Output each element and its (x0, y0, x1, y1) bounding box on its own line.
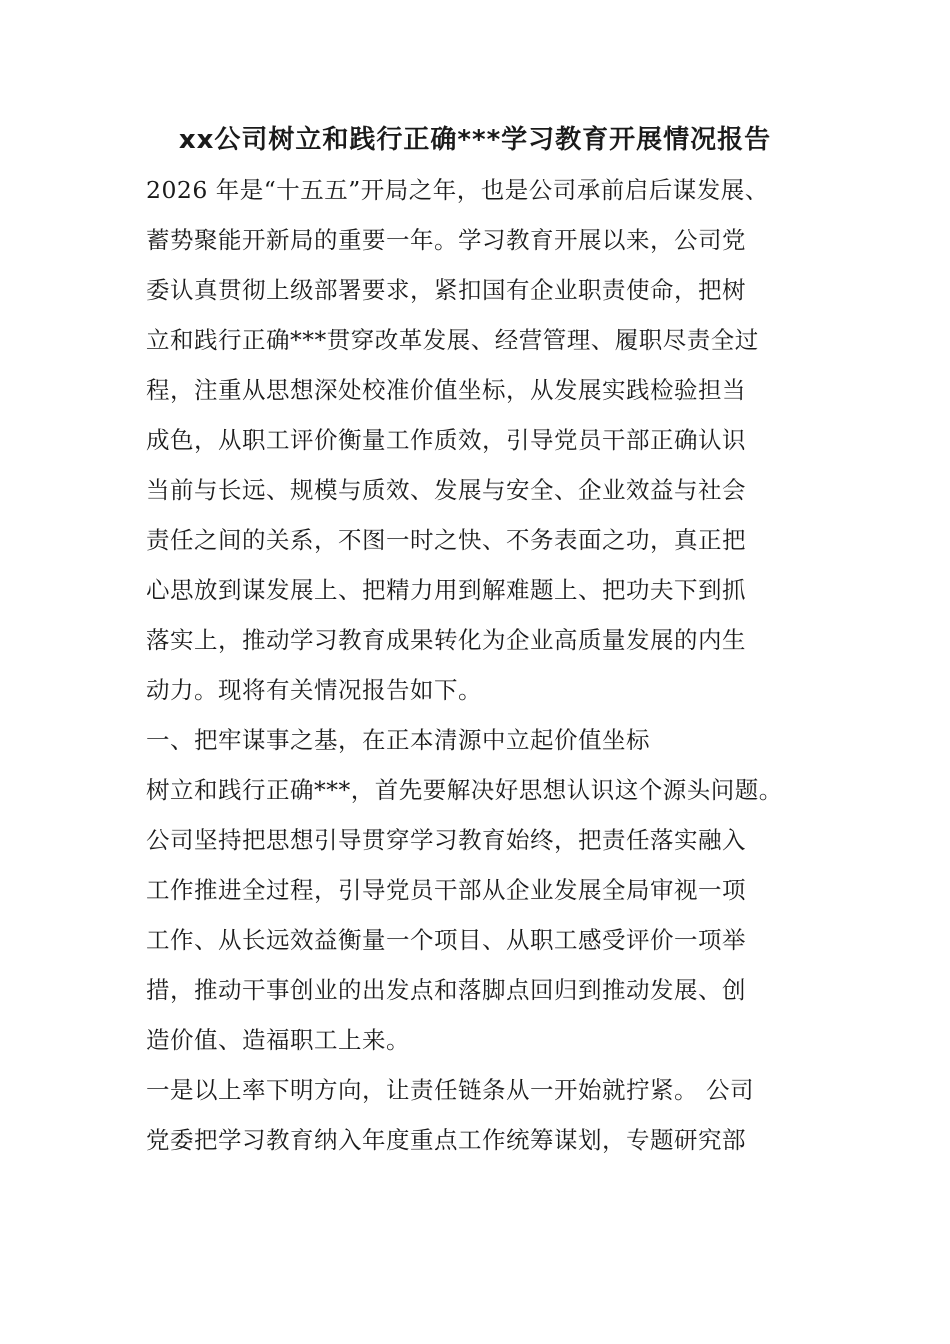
section-heading: 一、把牢谋事之基，在正本清源中立起价值坐标 (146, 726, 650, 754)
paragraph-line: 动力。现将有关情况报告如下。 (146, 676, 482, 704)
paragraph-line: 责任之间的关系，不图一时之快、不务表面之功，真正把 (146, 526, 746, 554)
paragraph-line: 工作推进全过程，引导党员干部从企业发展全局审视一项 (146, 876, 746, 904)
paragraph-line: 落实上，推动学习教育成果转化为企业高质量发展的内生 (146, 626, 746, 654)
paragraph-line: 树立和践行正确***，首先要解决好思想认识这个源头问题。 (146, 776, 783, 804)
paragraph-line: 委认真贯彻上级部署要求，紧扣国有企业职责使命，把树 (146, 276, 746, 304)
paragraph-line: 党委把学习教育纳入年度重点工作统筹谋划，专题研究部 (146, 1126, 746, 1154)
paragraph-line: 公司坚持把思想引导贯穿学习教育始终，把责任落实融入 (146, 826, 746, 854)
paragraph-line: 当前与长远、规模与质效、发展与安全、企业效益与社会 (146, 476, 746, 504)
document-body (146, 165, 846, 1165)
paragraph-line: 立和践行正确***贯穿改革发展、经营管理、履职尽责全过 (146, 326, 759, 354)
paragraph-line: 程，注重从思想深处校准价值坐标，从发展实践检验担当 (146, 376, 746, 404)
paragraph-line: 一是以上率下明方向，让责任链条从一开始就拧紧。 公司 (146, 1076, 754, 1104)
paragraph-line: 蓄势聚能开新局的重要一年。学习教育开展以来，公司党 (146, 226, 746, 254)
document-title: xx公司树立和践行正确***学习教育开展情况报告 (178, 125, 772, 155)
paragraph-line: 心思放到谋发展上、把精力用到解难题上、把功夫下到抓 (146, 576, 746, 604)
paragraph-line: 工作、从长远效益衡量一个项目、从职工感受评价一项举 (146, 926, 746, 954)
paragraph-line: 2026 年是“十五五”开局之年，也是公司承前启后谋发展、 (146, 176, 769, 204)
paragraph-line: 成色，从职工评价衡量工作质效，引导党员干部正确认识 (146, 426, 746, 454)
paragraph-line: 措，推动干事创业的出发点和落脚点回归到推动发展、创 (146, 976, 746, 1004)
paragraph-line: 造价值、造福职工上来。 (146, 1026, 410, 1054)
